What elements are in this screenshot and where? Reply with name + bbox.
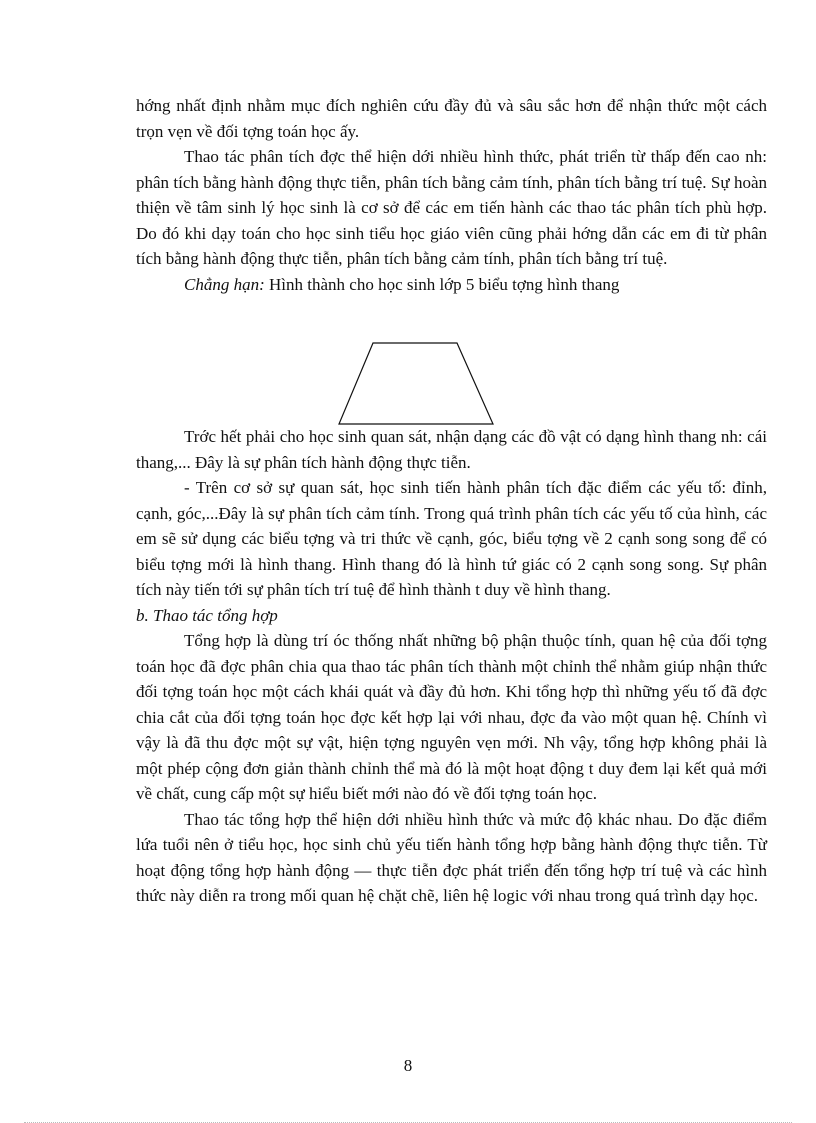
section-heading-synthesis: b. Thao tác tổng hợp bbox=[136, 605, 278, 625]
paragraph-analysis-forms: Thao tác phân tích đợc thể hiện dới nhiều hình thức, phát triển từ thấp đến cao nh: phân tích bằng hành động thực tiễn, phân tích bằng cảm tính, phân tích bằng trí tuệ. Sự hoàn thiện về tâm sinh lý học sinh là cơ sở để các em tiến hành các thao tác phân tích phù hợp. Do đó khi dạy toán cho học sinh tiểu học giáo viên cũng phải hớng dẫn các em đi từ phân tích bằng hành động thực tiễn, phân tích bằng cảm tính, phân tích bằng trí tuệ. bbox=[136, 147, 767, 268]
trapezoid-figure bbox=[336, 340, 496, 426]
example-text: Hình thành cho học sinh lớp 5 biểu tợng hình thang bbox=[264, 274, 620, 294]
paragraph-example bbox=[136, 272, 767, 298]
page-number: 8 bbox=[403, 1056, 413, 1075]
paragraph-continuation: hớng nhất định nhằm mục đích nghiên cứu đầy đủ và sâu sắc hơn để nhận thức một cách trọn vẹn về đối tợng toán học ấy. bbox=[136, 96, 767, 141]
text-block-bottom bbox=[136, 424, 767, 909]
text-block-top bbox=[136, 93, 767, 297]
paragraph-synthesis-forms: Thao tác tổng hợp thể hiện dới nhiều hình thức và mức độ khác nhau. Do đặc điểm lứa tuổi nên ở tiểu học, học sinh chủ yếu tiến hành tổng hợp bằng hành động thực tiễn. Từ hoạt động tổng hợp hành động — thực tiễn đợc phát triển đến tổng hợp trí tuệ và các hình thức này diễn ra trong mối quan hệ chặt chẽ, liên hệ logic với nhau trong quá trình dạy học. bbox=[136, 809, 767, 905]
example-label: Chẳng hạn: bbox=[184, 274, 265, 294]
paragraph-observation: Trớc hết phải cho học sinh quan sát, nhận dạng các đồ vật có dạng hình thang nh: cái thang,... Đây là sự phân tích hành động thực tiễn. bbox=[136, 427, 767, 472]
trapezoid-shape bbox=[339, 343, 493, 424]
paragraph-sensory-analysis: - Trên cơ sở sự quan sát, học sinh tiến hành phân tích đặc điểm các yếu tố: đỉnh, cạnh, góc,...Đây là sự phân tích cảm tính. Trong quá trình phân tích các yếu tố của hình, các em sẽ sử dụng các biểu tợng và tri thức về cạnh, góc, biểu tợng về 2 cạnh song song để có biểu tợng mới là hình thang. Hình thang đó là hình tứ giác có 2 cạnh song song. Sự phân tích này tiến tới sự phân tích trí tuệ để hình thành t duy về hình thang. bbox=[136, 478, 767, 599]
paragraph-synthesis-definition: Tổng hợp là dùng trí óc thống nhất những bộ phận thuộc tính, quan hệ của đối tợng toán học đã đợc phân chia qua thao tác phân tích thành một chỉnh thể nhằm giúp nhận thức đối tợng toán học một cách khái quát và đầy đủ hơn. Khi tổng hợp thì những yếu tố đã đợc chia cắt của đối tợng toán học đợc kết hợp lại với nhau, đợc đa vào một quan hệ. Chính vì vậy là đã thu đợc một sự vật, hiện tợng nguyên vẹn mới. Nh vậy, tổng hợp không phải là một phép cộng đơn giản thành chỉnh thể mà đó là một hoạt động t duy đem lại kết quả mới về chất, cung cấp một sự hiểu biết mới nào đó về đối tợng toán học. bbox=[136, 631, 767, 803]
